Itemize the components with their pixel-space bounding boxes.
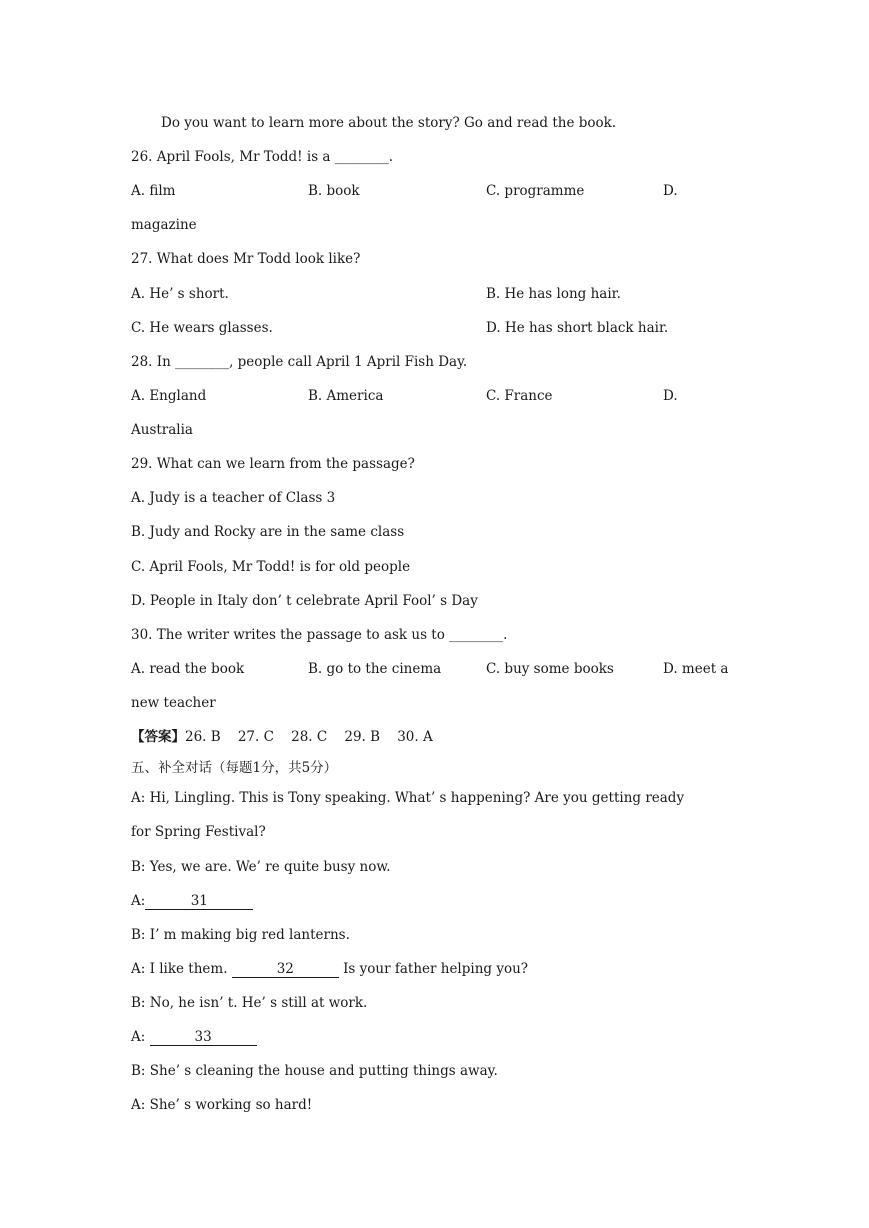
q26-option-d-wrap: magazine — [131, 217, 197, 233]
section-title: 五、补全对话（每题1分，共5分） — [131, 760, 338, 776]
dialogue-line-9: A: She’ s working so hard! — [131, 1097, 313, 1113]
dialogue-speaker-a: A: — [131, 893, 146, 909]
q28-option-d-wrap: Australia — [131, 422, 193, 438]
question-30-stem: 30. The writer writes the passage to ask us to ________. — [131, 627, 508, 643]
dialogue-line-1-cont: for Spring Festival? — [131, 824, 266, 840]
dialogue-line-3 — [131, 892, 253, 910]
q30-option-c: C. buy some books — [486, 661, 614, 677]
answer-text: 26. B 27. C 28. C 29. B 30. A — [185, 729, 433, 745]
question-29-stem: 29. What can we learn from the passage? — [131, 456, 415, 472]
q27-option-a: A. He’ s short. — [131, 286, 229, 302]
intro-text: Do you want to learn more about the story? Go and read the book. — [161, 115, 617, 131]
q30-option-b: B. go to the cinema — [308, 661, 442, 677]
dialogue-line-1: A: Hi, Lingling. This is Tony speaking. What’ s happening? Are you getting ready — [131, 790, 685, 806]
dialogue-line-5 — [131, 960, 528, 978]
dialogue-line-6: B: No, he isn’ t. He’ s still at work. — [131, 995, 368, 1011]
answer-key — [131, 728, 433, 746]
blank-32: 32 — [232, 962, 339, 978]
q28-option-a: A. England — [131, 388, 207, 404]
question-28-stem: 28. In ________, people call April 1 April Fish Day. — [131, 354, 468, 370]
q28-option-d: D. — [663, 388, 678, 404]
answer-label: 【答案】 — [131, 729, 185, 745]
dialogue-line-7-prefix: A: — [131, 1029, 150, 1045]
q29-option-d: D. People in Italy don’ t celebrate April Fool’ s Day — [131, 593, 478, 609]
q30-option-d: D. meet a — [663, 661, 729, 677]
q29-option-c: C. April Fools, Mr Todd! is for old people — [131, 559, 411, 575]
dialogue-line-5-prefix: A: I like them. — [131, 961, 232, 977]
question-27-stem: 27. What does Mr Todd look like? — [131, 251, 361, 267]
q27-option-c: C. He wears glasses. — [131, 320, 273, 336]
q26-option-a: A. film — [131, 183, 176, 199]
q30-option-d-wrap: new teacher — [131, 695, 216, 711]
q28-option-b: B. America — [308, 388, 384, 404]
q29-option-b: B. Judy and Rocky are in the same class — [131, 524, 405, 540]
dialogue-line-8: B: She’ s cleaning the house and putting things away. — [131, 1063, 498, 1079]
dialogue-line-2: B: Yes, we are. We’ re quite busy now. — [131, 859, 391, 875]
q30-option-a: A. read the book — [131, 661, 245, 677]
q26-option-c: C. programme — [486, 183, 585, 199]
dialogue-line-5-suffix: Is your father helping you? — [338, 961, 529, 977]
q29-option-a: A. Judy is a teacher of Class 3 — [131, 490, 336, 506]
blank-31: 31 — [145, 894, 253, 910]
q26-option-d: D. — [663, 183, 678, 199]
q26-option-b: B. book — [308, 183, 360, 199]
q27-option-b: B. He has long hair. — [486, 286, 621, 302]
question-26-stem: 26. April Fools, Mr Todd! is a ________. — [131, 149, 394, 165]
dialogue-line-7 — [131, 1028, 257, 1046]
dialogue-line-4: B: I’ m making big red lanterns. — [131, 927, 350, 943]
q27-option-d: D. He has short black hair. — [486, 320, 669, 336]
q28-option-c: C. France — [486, 388, 553, 404]
blank-33: 33 — [150, 1030, 257, 1046]
